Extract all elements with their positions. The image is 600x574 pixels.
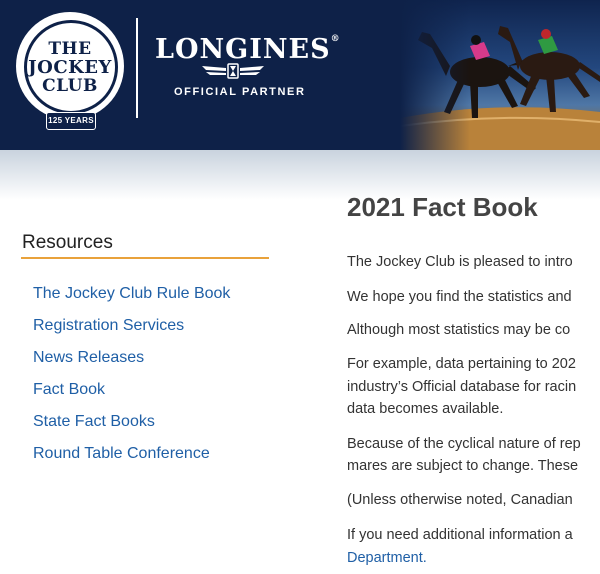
paragraph-contact: If you need additional information a	[347, 527, 573, 543]
sidebar-item-registration-services[interactable]: Registration Services	[33, 317, 185, 334]
paragraph-example-line3: data becomes available.	[347, 401, 504, 417]
paragraph-cyclical-line2: mares are subject to change. These	[347, 458, 579, 474]
paragraph-example-line2: industry’s Official database for racin	[347, 379, 577, 395]
photo-fade	[400, 0, 470, 150]
logo-word-the: THE	[48, 39, 92, 59]
page-title: 2021 Fact Book	[347, 192, 538, 222]
sidebar-item-round-table-conference[interactable]: Round Table Conference	[33, 445, 210, 462]
sidebar-title: Resources	[22, 232, 113, 253]
sidebar-divider	[21, 257, 269, 259]
sidebar-nav	[33, 285, 230, 477]
paragraph-canadian: (Unless otherwise noted, Canadian	[347, 492, 573, 508]
partner-trademark: ®	[330, 34, 341, 44]
logo-word-club: CLUB	[42, 76, 98, 96]
partner-caption: OFFICIAL PARTNER	[174, 86, 306, 98]
logo-years-badge: 125 YEARS	[46, 112, 96, 130]
sidebar-item-state-fact-books[interactable]: State Fact Books	[33, 413, 155, 430]
header-banner	[0, 0, 600, 150]
paragraph-intro: The Jockey Club is pleased to intro	[347, 254, 573, 270]
winged-hourglass-icon	[200, 62, 266, 80]
sidebar-item-news-releases[interactable]: News Releases	[33, 349, 145, 366]
partner-name: LONGINES	[155, 34, 331, 65]
partner-logo	[155, 34, 341, 65]
main-content	[347, 192, 600, 574]
jockey-club-logo[interactable]	[18, 14, 122, 125]
paragraph-hope: We hope you find the statistics and	[347, 289, 572, 305]
sidebar-item-rule-book[interactable]: The Jockey Club Rule Book	[33, 285, 231, 302]
paragraph-cyclical-line1: Because of the cyclical nature of rep	[347, 436, 581, 452]
sidebar-item-fact-book[interactable]: Fact Book	[33, 381, 106, 398]
logo-word-jockey: JOCKEY	[28, 57, 112, 78]
department-link[interactable]: Department.	[347, 550, 427, 566]
horse-racing-photo	[400, 0, 600, 150]
paragraph-contact-line2	[347, 548, 427, 568]
paragraph-statistics: Although most statistics may be co	[347, 322, 571, 338]
paragraph-example-line1: For example, data pertaining to 202	[347, 356, 576, 372]
banner-divider	[136, 18, 138, 118]
